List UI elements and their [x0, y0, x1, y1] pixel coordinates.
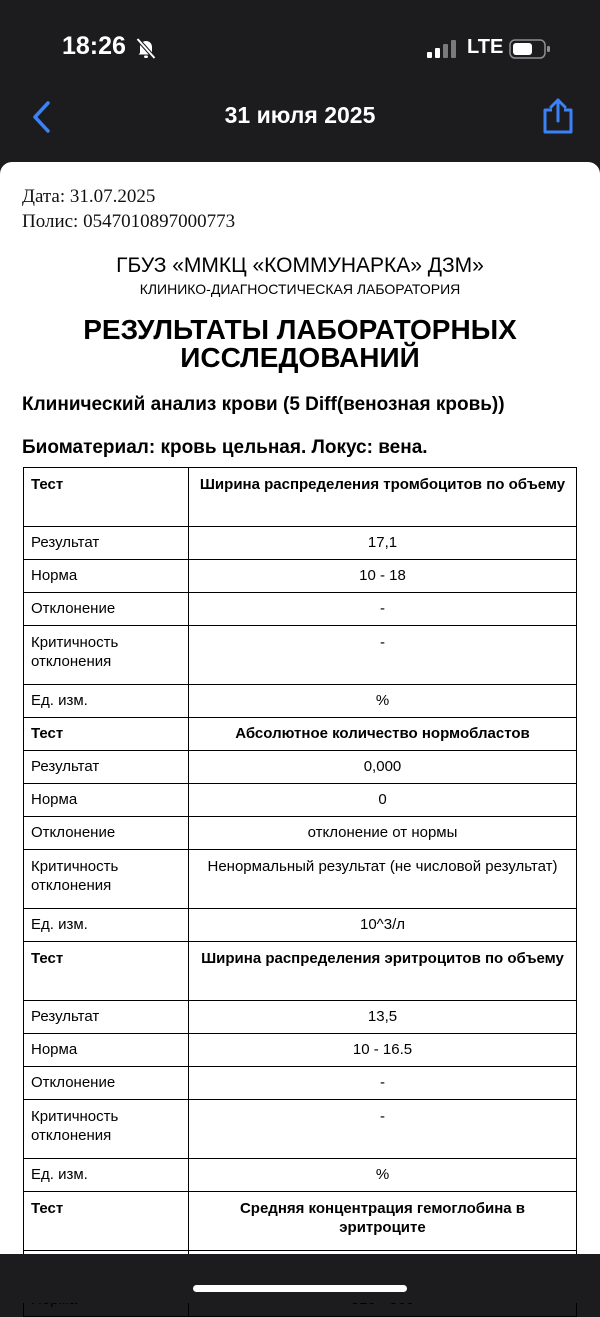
result-value: 17,1 [189, 527, 577, 560]
analysis-name: Клинический анализ крови (5 Diff(венозная кровь)) [22, 394, 505, 415]
unit-label: Ед. изм. [24, 1159, 189, 1192]
test-label: Тест [24, 718, 189, 751]
norm-value: 10 - 18 [189, 560, 577, 593]
test-name: Средняя концентрация гемоглобина в эритроците [189, 1192, 577, 1251]
test-label: Тест [24, 468, 189, 527]
deviation-label: Отклонение [24, 817, 189, 850]
norm-label: Норма [24, 560, 189, 593]
table-row [24, 1192, 577, 1251]
table-row [24, 1100, 577, 1159]
table-row [24, 784, 577, 817]
policy-line: Полис: 0547010897000773 [22, 211, 236, 232]
status-bar [0, 0, 600, 96]
result-label: Результат [24, 1001, 189, 1034]
unit-value: 10^3/л [189, 909, 577, 942]
deviation-value: - [189, 593, 577, 626]
deviation-value: - [189, 1067, 577, 1100]
criticality-value: Ненормальный результат (не числовой результат) [189, 850, 577, 909]
laboratory-name: КЛИНИКО-ДИАГНОСТИЧЕСКАЯ ЛАБОРАТОРИЯ [139, 281, 461, 297]
table-row [24, 1067, 577, 1100]
result-value: 0,000 [189, 751, 577, 784]
criticality-label: Критичность отклонения [24, 626, 189, 685]
signal-icon [426, 39, 458, 59]
criticality-value: - [189, 1100, 577, 1159]
title-line-2: ИССЛЕДОВАНИЙ [180, 342, 420, 373]
document-title [0, 316, 600, 372]
home-indicator[interactable] [193, 1285, 407, 1292]
table-row [24, 685, 577, 718]
norm-value: 10 - 16.5 [189, 1034, 577, 1067]
unit-label: Ед. изм. [24, 909, 189, 942]
title-line-1: РЕЗУЛЬТАТЫ ЛАБОРАТОРНЫХ [83, 314, 517, 345]
unit-value: % [189, 1159, 577, 1192]
test-name: Абсолютное количество нормобластов [189, 718, 577, 751]
table-row [24, 1159, 577, 1192]
network-type: LTE [467, 36, 504, 58]
criticality-label: Критичность отклонения [24, 850, 189, 909]
results-table [23, 467, 577, 1317]
deviation-value: отклонение от нормы [189, 817, 577, 850]
bell-muted-icon [134, 36, 158, 60]
norm-value: 0 [189, 784, 577, 817]
deviation-label: Отклонение [24, 593, 189, 626]
biomaterial-line: Биоматериал: кровь цельная. Локус: вена. [22, 437, 428, 458]
test-label: Тест [24, 942, 189, 1001]
table-row [24, 942, 577, 1001]
table-row [24, 527, 577, 560]
document-sheet[interactable] [0, 162, 600, 1254]
test-name: Ширина распределения тромбоцитов по объему [189, 468, 577, 527]
unit-value: % [189, 685, 577, 718]
norm-label: Норма [24, 784, 189, 817]
result-label: Результат [24, 751, 189, 784]
status-time: 18:26 [62, 32, 126, 60]
document-meta [22, 184, 235, 234]
organization-name: ГБУЗ «ММКЦ «КОММУНАРКА» ДЗМ» [116, 254, 484, 277]
battery-icon [509, 38, 551, 60]
share-icon[interactable] [540, 96, 576, 136]
norm-label: Норма [24, 1034, 189, 1067]
table-row [24, 560, 577, 593]
table-row [24, 468, 577, 527]
table-row [24, 718, 577, 751]
page-title: 31 июля 2025 [224, 102, 376, 128]
table-row [24, 850, 577, 909]
table-row [24, 626, 577, 685]
home-area [0, 1254, 600, 1303]
criticality-label: Критичность отклонения [24, 1100, 189, 1159]
result-value: 13,5 [189, 1001, 577, 1034]
result-label: Результат [24, 527, 189, 560]
table-row [24, 593, 577, 626]
test-label: Тест [24, 1192, 189, 1251]
table-row [24, 1034, 577, 1067]
deviation-label: Отклонение [24, 1067, 189, 1100]
date-line: Дата: 31.07.2025 [22, 186, 156, 207]
table-row [24, 909, 577, 942]
unit-label: Ед. изм. [24, 685, 189, 718]
criticality-value: - [189, 626, 577, 685]
table-row [24, 817, 577, 850]
table-row [24, 1001, 577, 1034]
table-row [24, 751, 577, 784]
test-name: Ширина распределения эритроцитов по объему [189, 942, 577, 1001]
